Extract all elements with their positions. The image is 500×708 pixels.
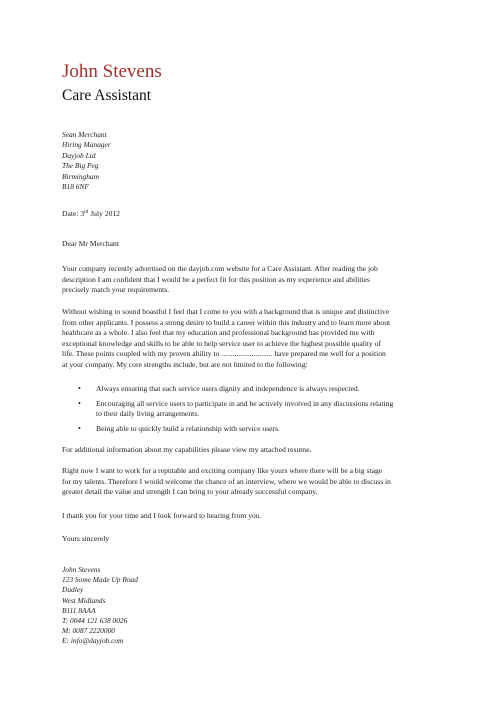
paragraph-background xyxy=(62,307,482,370)
list-item-text: Always ensuring that each service users dignity and independence is always respected. xyxy=(96,384,360,393)
sender-line: John Stevens xyxy=(62,565,101,574)
sender-line: M: 0087 2220000 xyxy=(62,626,115,636)
paragraph-line: Your company recently advertised on the dayjob.com website for a Care Assistant. After reading the job xyxy=(62,264,378,273)
salutation: Dear Mr Merchant xyxy=(62,239,119,248)
job-title: Care Assistant xyxy=(62,87,152,104)
bullet-icon: • xyxy=(78,423,81,433)
list-item-text: to their daily living arrangements. xyxy=(96,409,200,418)
paragraph-line: life. These points coupled with my proven ability to ........................... have prepared me well for a position xyxy=(62,349,386,358)
list-item xyxy=(62,424,482,435)
bullet-icon: • xyxy=(78,384,81,393)
recipient-line: Hiring Manager xyxy=(62,140,111,150)
list-item xyxy=(62,399,482,420)
letter-date xyxy=(62,209,120,220)
paragraph-additional xyxy=(62,445,482,456)
paragraph-line: for my talents. Therefore I would welcome the chance of an interview, where we would be able to discuss in xyxy=(62,476,391,486)
sender-line: T: 0044 121 638 0026 xyxy=(62,616,128,626)
date-ordinal: rd xyxy=(84,210,89,215)
paragraph-line: precisely match your requirements. xyxy=(62,285,170,294)
paragraph-intro xyxy=(62,264,482,296)
paragraph-line: at your company. My core strengths include, but are not limited to the following: xyxy=(62,359,308,369)
paragraph-line: Right now I want to work for a reputable and exciting company like yours where there will be a big stage xyxy=(62,466,383,475)
sender-contact xyxy=(62,565,138,647)
recipient-line: Dayjob Ltd xyxy=(62,150,96,160)
recipient-address xyxy=(62,130,111,192)
paragraph-line: greater detail the value and strength I can bring to your already successful company. xyxy=(62,487,318,496)
date-prefix: Date: 3 xyxy=(62,209,85,218)
list-item-text: Being able to quickly build a relationship with service users. xyxy=(96,423,280,433)
recipient-line: Sean Merchant xyxy=(62,130,107,139)
date-rest: July 2012 xyxy=(88,209,120,218)
sender-line: B111 8AAA xyxy=(62,605,96,615)
list-item-text: Encouraging all service users to participate in and be actively involved in any discussions relating xyxy=(96,398,394,408)
sender-line: West Midlands xyxy=(62,595,106,605)
paragraph-thanks xyxy=(62,511,482,522)
paragraph-line: I thank you for your time and I look forward to hearing from you. xyxy=(62,511,262,520)
bullet-icon: • xyxy=(78,398,81,408)
paragraph-interview xyxy=(62,466,482,498)
paragraph-line: exceptional knowledge and skills to be able to help service user to achieve the highest possible quality of xyxy=(62,338,382,348)
paragraph-line: description I am confident that I would be a perfect fit for this position as my experience and abilities xyxy=(62,274,370,284)
closing: Yours sincerely xyxy=(62,534,110,543)
sender-line: Dudley xyxy=(62,585,84,595)
list-item xyxy=(62,384,482,395)
sender-line: 123 Some Made Up Road xyxy=(62,575,138,585)
recipient-line: B18 6NF xyxy=(62,182,89,192)
strengths-list xyxy=(62,384,482,438)
paragraph-line: Without wishing to sound boastful I feel that I come to you with a background that is unique and distinctive xyxy=(62,307,390,316)
recipient-line: Birmingham xyxy=(62,171,99,181)
paragraph-line: healthcare as a whole. I also feel that my education and professional background has provided me with xyxy=(62,328,375,337)
paragraph-line: from other applicants. I possess a strong desire to build a career within this industry and to learn more about xyxy=(62,317,391,327)
paragraph-line: For additional information about my capabilities please view my attached resume. xyxy=(62,445,312,454)
recipient-line: The Big Peg xyxy=(62,161,99,171)
sender-line: E: info@dayjob.com xyxy=(62,636,124,646)
applicant-name: John Stevens xyxy=(62,61,162,82)
